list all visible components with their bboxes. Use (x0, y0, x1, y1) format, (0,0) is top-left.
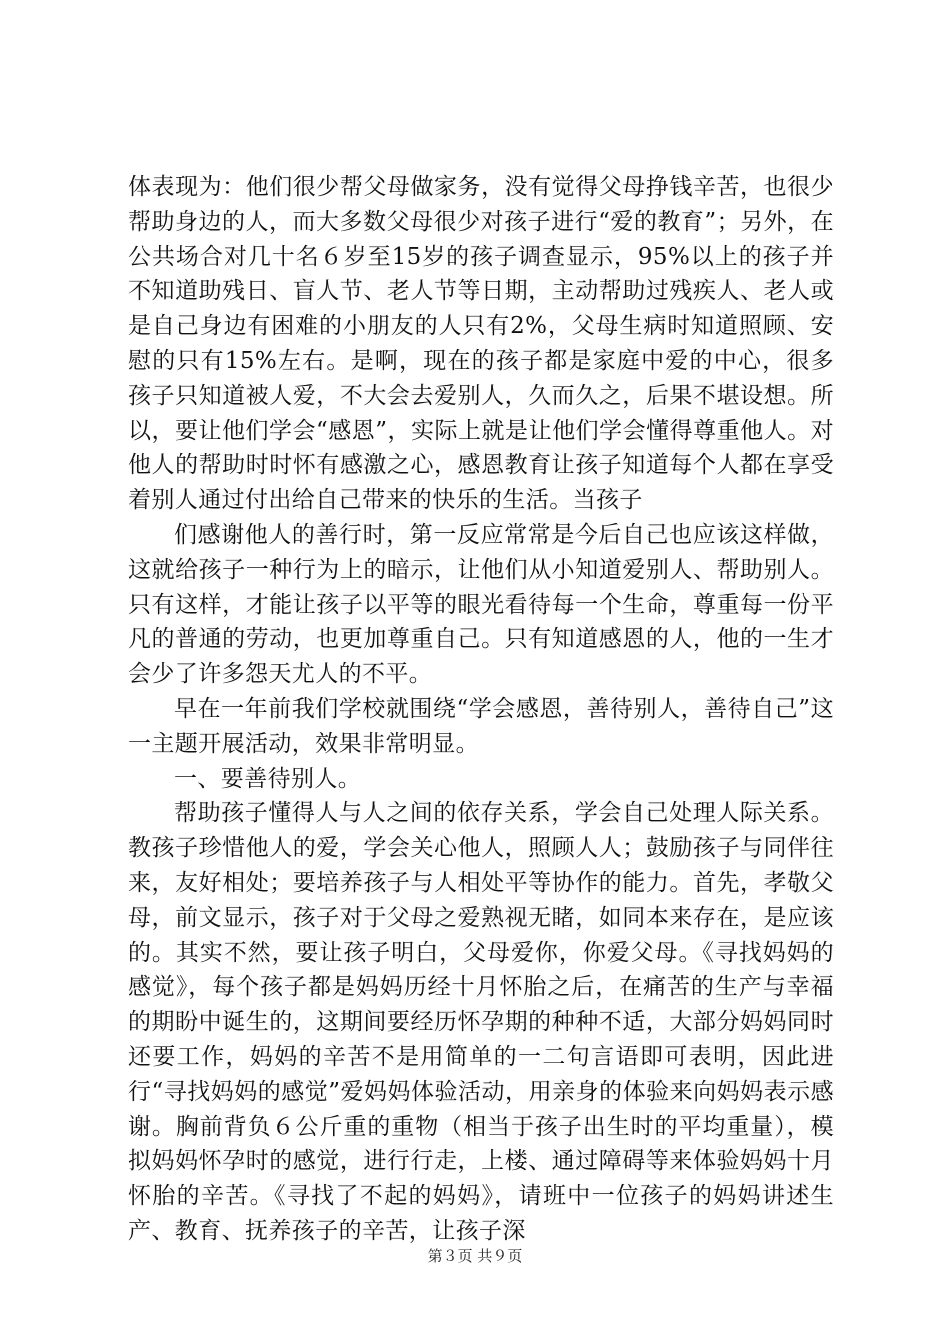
paragraph-1: 体表现为：他们很少帮父母做家务，没有觉得父母挣钱辛苦，也很少帮助身边的人，而大多数父母很少对孩子进行“爱的教育”；另外，在公共场合对几十名６岁至15岁的孩子调查显示，95%以上的孩子并不知道助残日、盲人节、老人节等日期，主动帮助过残疾人、老人或是自己身边有困难的小朋友的人只有2%，父母生病时知道照顾、安慰的只有15%左右。是啊，现在的孩子都是家庭中爱的中心，很多孩子只知道被人爱，不大会去爱别人，久而久之，后果不堪设想。所以，要让他们学会“感恩”，实际上就是让他们学会懂得尊重他人。对他人的帮助时时怀有感激之心，感恩教育让孩子知道每个人都在享受着别人通过付出给自己带来的快乐的生活。当孩子 (128, 174, 834, 514)
paragraph-2: 们感谢他人的善行时，第一反应常常是今后自己也应该这样做，这就给孩子一种行为上的暗示，让他们从小知道爱别人、帮助别人。只有这样，才能让孩子以平等的眼光看待每一个生命，尊重每一份平凡的普通的劳动，也更加尊重自己。只有知道感恩的人，他的一生才会少了许多怨天尤人的不平。 (128, 521, 834, 688)
paragraph-4: 帮助孩子懂得人与人之间的依存关系，学会自己处理人际关系。教孩子珍惜他人的爱，学会关心他人，照顾人人；鼓励孩子与同伴往来，友好相处；要培养孩子与人相处平等协作的能力。首先，孝敬父母，前文显示，孩子对于父母之爱熟视无睹，如同本来存在，是应该的。其实不然，要让孩子明白，父母爱你，你爱父母。《寻找妈妈的感觉》，每个孩子都是妈妈历经十月怀胎之后，在痛苦的生产与幸福的期盼中诞生的，这期间要经历怀孕期的种种不适，大部分妈妈同时还要工作，妈妈的辛苦不是用简单的一二句言语即可表明，因此进行“寻找妈妈的感觉”爱妈妈体验活动，用亲身的体验来向妈妈表示感谢。胸前背负６公斤重的重物（相当于孩子出生时的平均重量），模拟妈妈怀孕时的感觉，进行行走，上楼、通过障碍等来体验妈妈十月怀胎的辛苦。《寻找了不起的妈妈》，请班中一位孩子的妈妈讲述生产、教育、抚养孩子的辛苦，让孩子深 (128, 800, 834, 1244)
section-heading: 一、要善待别人。 (174, 765, 362, 792)
document-body (128, 170, 834, 1249)
page-number-footer: 第３页 共９页 (427, 1247, 523, 1265)
paragraph-3: 早在一年前我们学校就围绕“学会感恩，善待别人，善待自己”这一主题开展活动，效果非常明显。 (128, 695, 834, 757)
